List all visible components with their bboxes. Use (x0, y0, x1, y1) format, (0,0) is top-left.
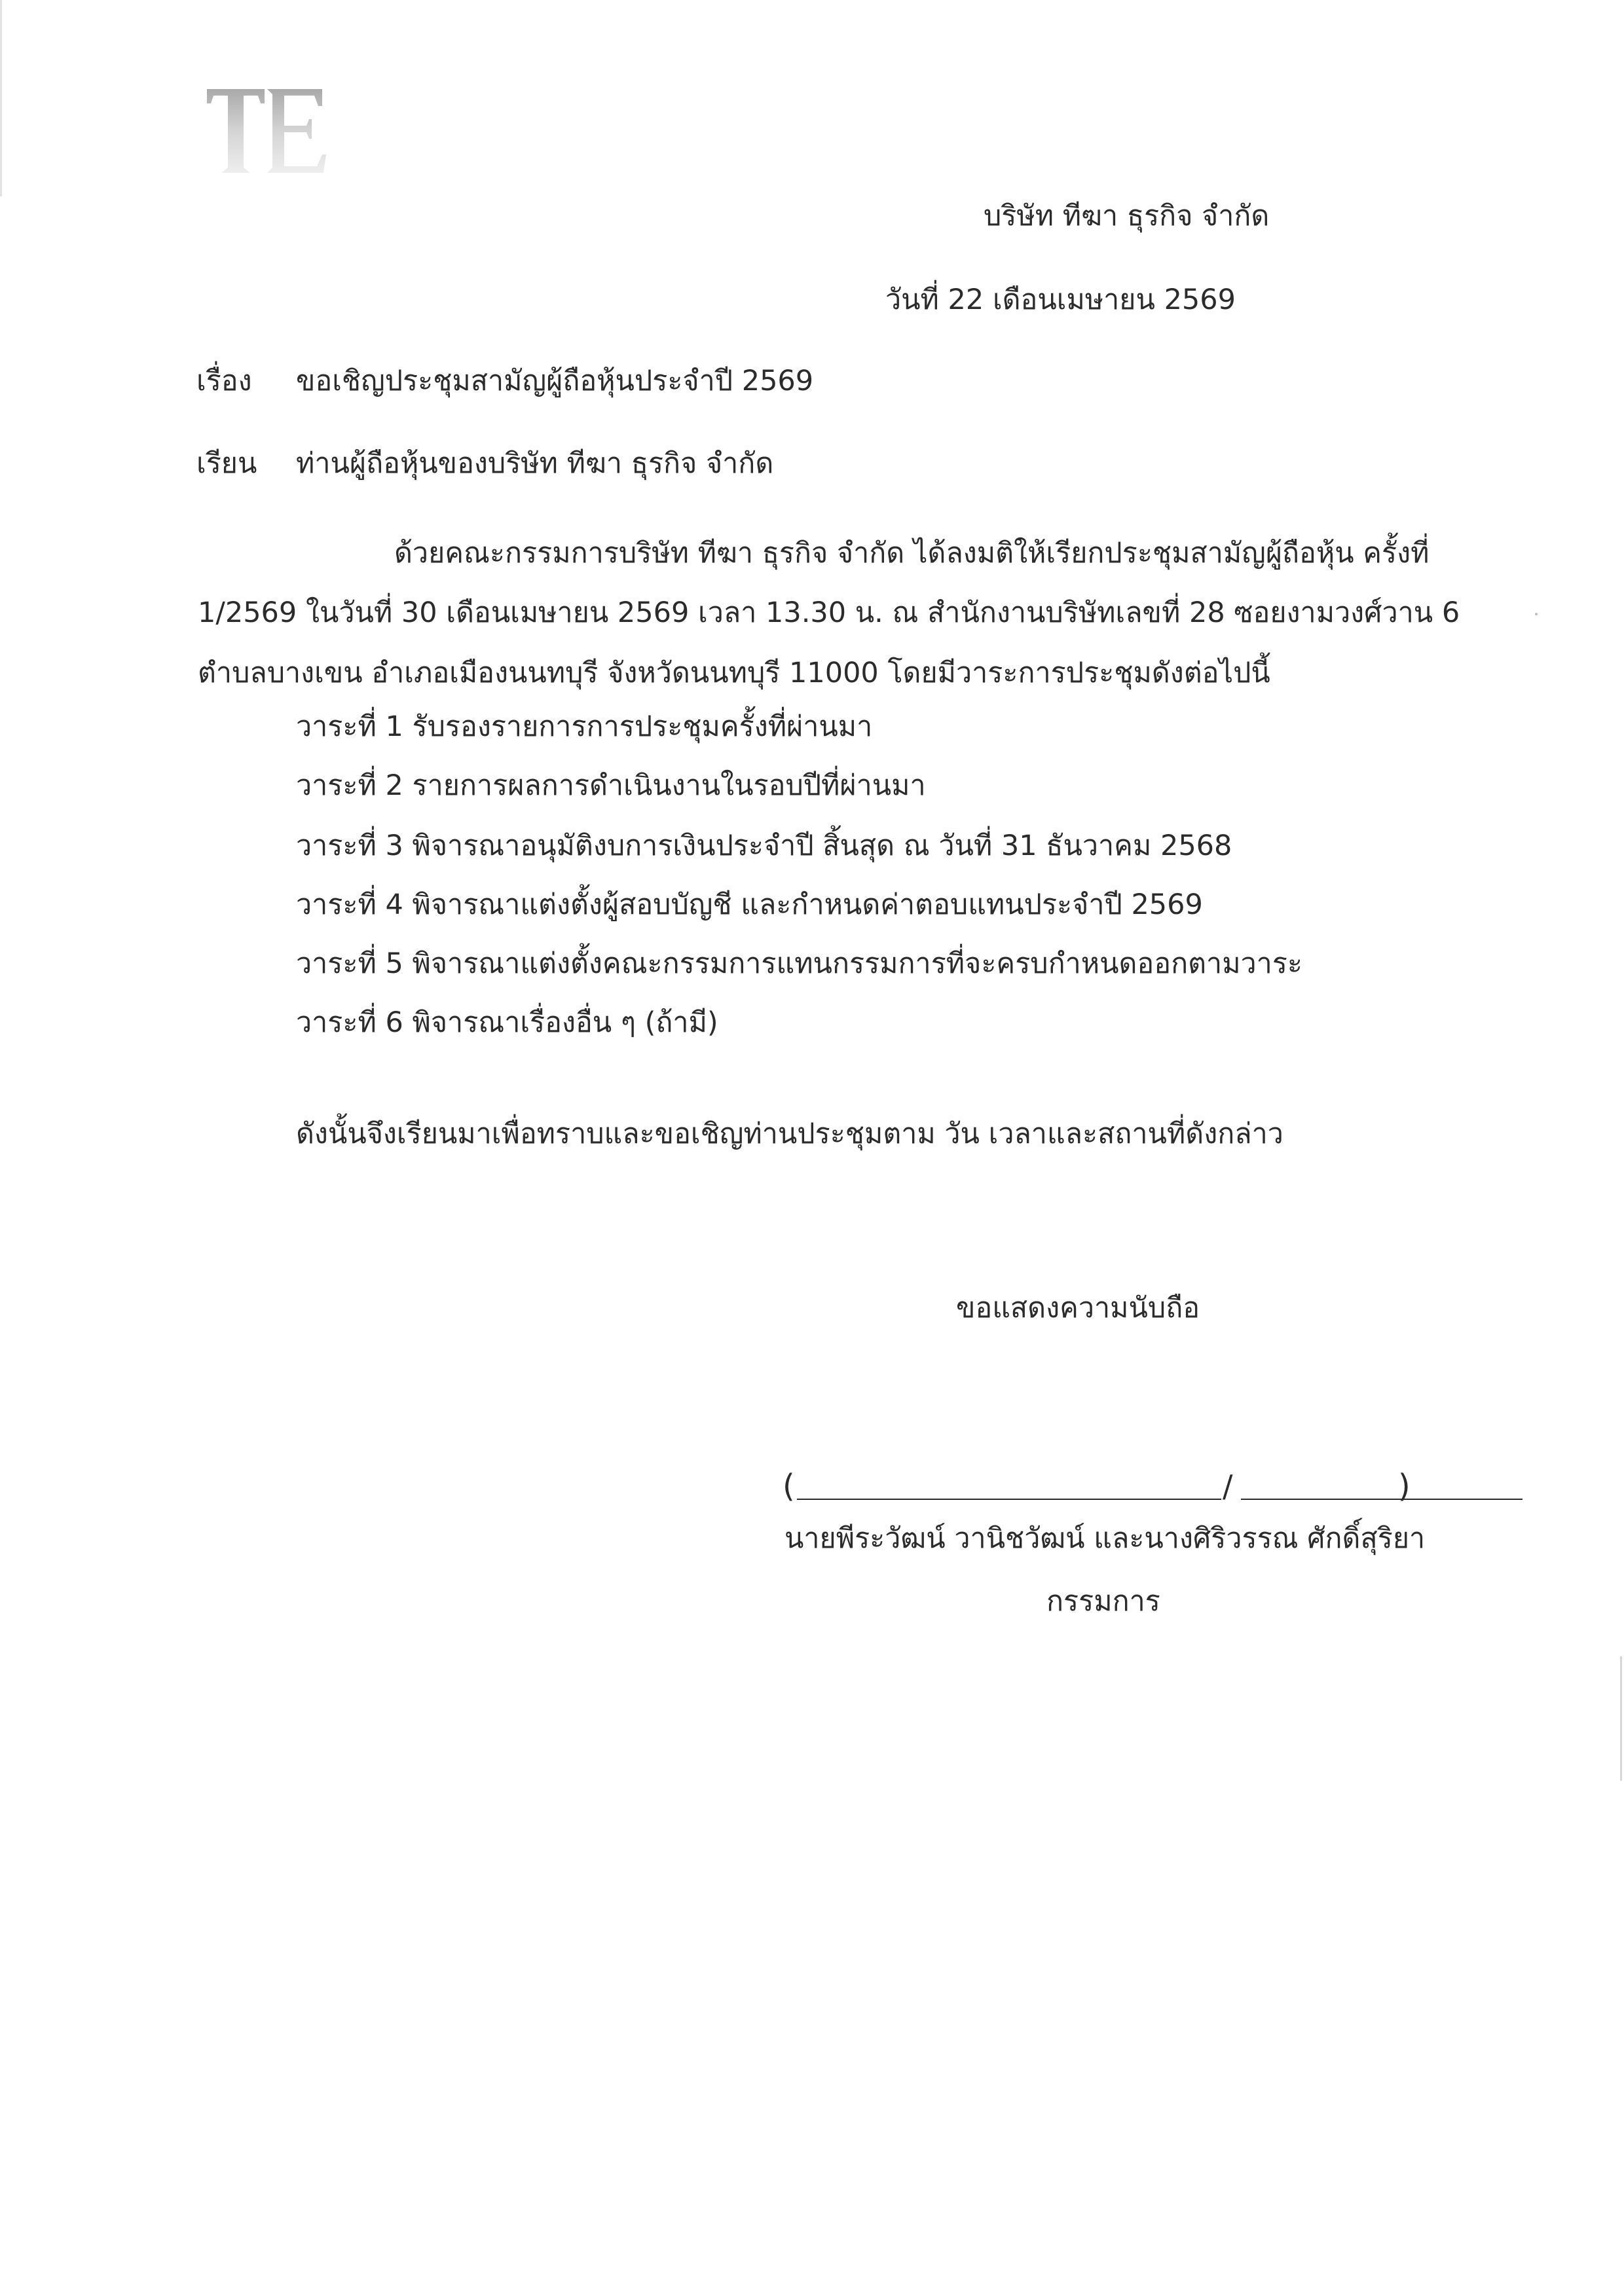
closing-text: ดังนั้นจึงเรียนมาเพื่อทราบและขอเชิญท่านประชุมตาม วัน เวลาและสถานที่ดังกล่าว (296, 1118, 1283, 1150)
agenda-item-4: วาระที่ 4 พิจารณาแต่งตั้งผู้สอบบัญชี และกำหนดค่าตอบแทนประจำปี 2569 (296, 888, 1203, 921)
scan-edge-mark (0, 0, 2, 196)
letter-date: วันที่ 22 เดือนเมษายน 2569 (885, 283, 1236, 316)
signature-line (783, 1467, 1411, 1506)
signature-blank-1 (797, 1499, 1221, 1500)
recipient-text: ท่านผู้ถือหุ้นของบริษัท ทีฆา ธุรกิจ จำกัด (296, 447, 774, 480)
agenda-item-5: วาระที่ 5 พิจารณาแต่งตั้งคณะกรรมการแทนกรรมการที่จะครบกำหนดออกตามวาระ (296, 947, 1303, 980)
recipient-label: เรียน (196, 447, 257, 480)
scan-edge-mark-right (1620, 1656, 1622, 1781)
closing-regards: ขอแสดงความนับถือ (956, 1292, 1200, 1324)
signature-blank-2 (1241, 1499, 1522, 1500)
signature-open-paren: ( (783, 1468, 795, 1504)
agenda-item-2: วาระที่ 2 รายการผลการดำเนินงานในรอบปีที่ผ่านมา (296, 769, 926, 802)
subject-text: ขอเชิญประชุมสามัญผู้ถือหุ้นประจำปี 2569 (296, 365, 814, 397)
agenda-item-3: วาระที่ 3 พิจารณาอนุมัติงบการเงินประจำปี สิ้นสุด ณ วันที่ 31 ธันวาคม 2568 (296, 829, 1232, 862)
body-line-3: ตำบลบางเขน อำเภอเมืองนนทบุรี จังหวัดนนทบุรี 11000 โดยมีวาระการประชุมดังต่อไปนี้ (198, 657, 1270, 689)
signature-close-paren: ) (1398, 1468, 1411, 1504)
body-line-1: ด้วยคณะกรรมการบริษัท ทีฆา ธุรกิจ จำกัด ได้ลงมติให้เรียกประชุมสามัญผู้ถือหุ้น ครั้งที่ (394, 537, 1430, 570)
company-logo (204, 84, 329, 182)
company-logo-graphic (204, 84, 329, 182)
scan-speck (1535, 613, 1538, 615)
signature-separator: / (1223, 1468, 1233, 1504)
subject-label: เรื่อง (196, 365, 252, 397)
company-name: บริษัท ทีฆา ธุรกิจ จำกัด (984, 200, 1270, 232)
signatory-title: กรรมการ (1046, 1585, 1160, 1618)
body-line-2: 1/2569 ในวันที่ 30 เดือนเมษายน 2569 เวลา 13.30 น. ณ สำนักงานบริษัทเลขที่ 28 ซอยงามวงศ์วาน 6 (198, 596, 1460, 629)
agenda-item-1: วาระที่ 1 รับรองรายการการประชุมครั้งที่ผ่านมา (296, 710, 873, 743)
agenda-item-6: วาระที่ 6 พิจารณาเรื่องอื่น ๆ (ถ้ามี) (296, 1006, 718, 1039)
signatory-names: นายพีระวัฒน์ วานิชวัฒน์ และนางศิริวรรณ ศักดิ์สุริยา (784, 1522, 1426, 1555)
